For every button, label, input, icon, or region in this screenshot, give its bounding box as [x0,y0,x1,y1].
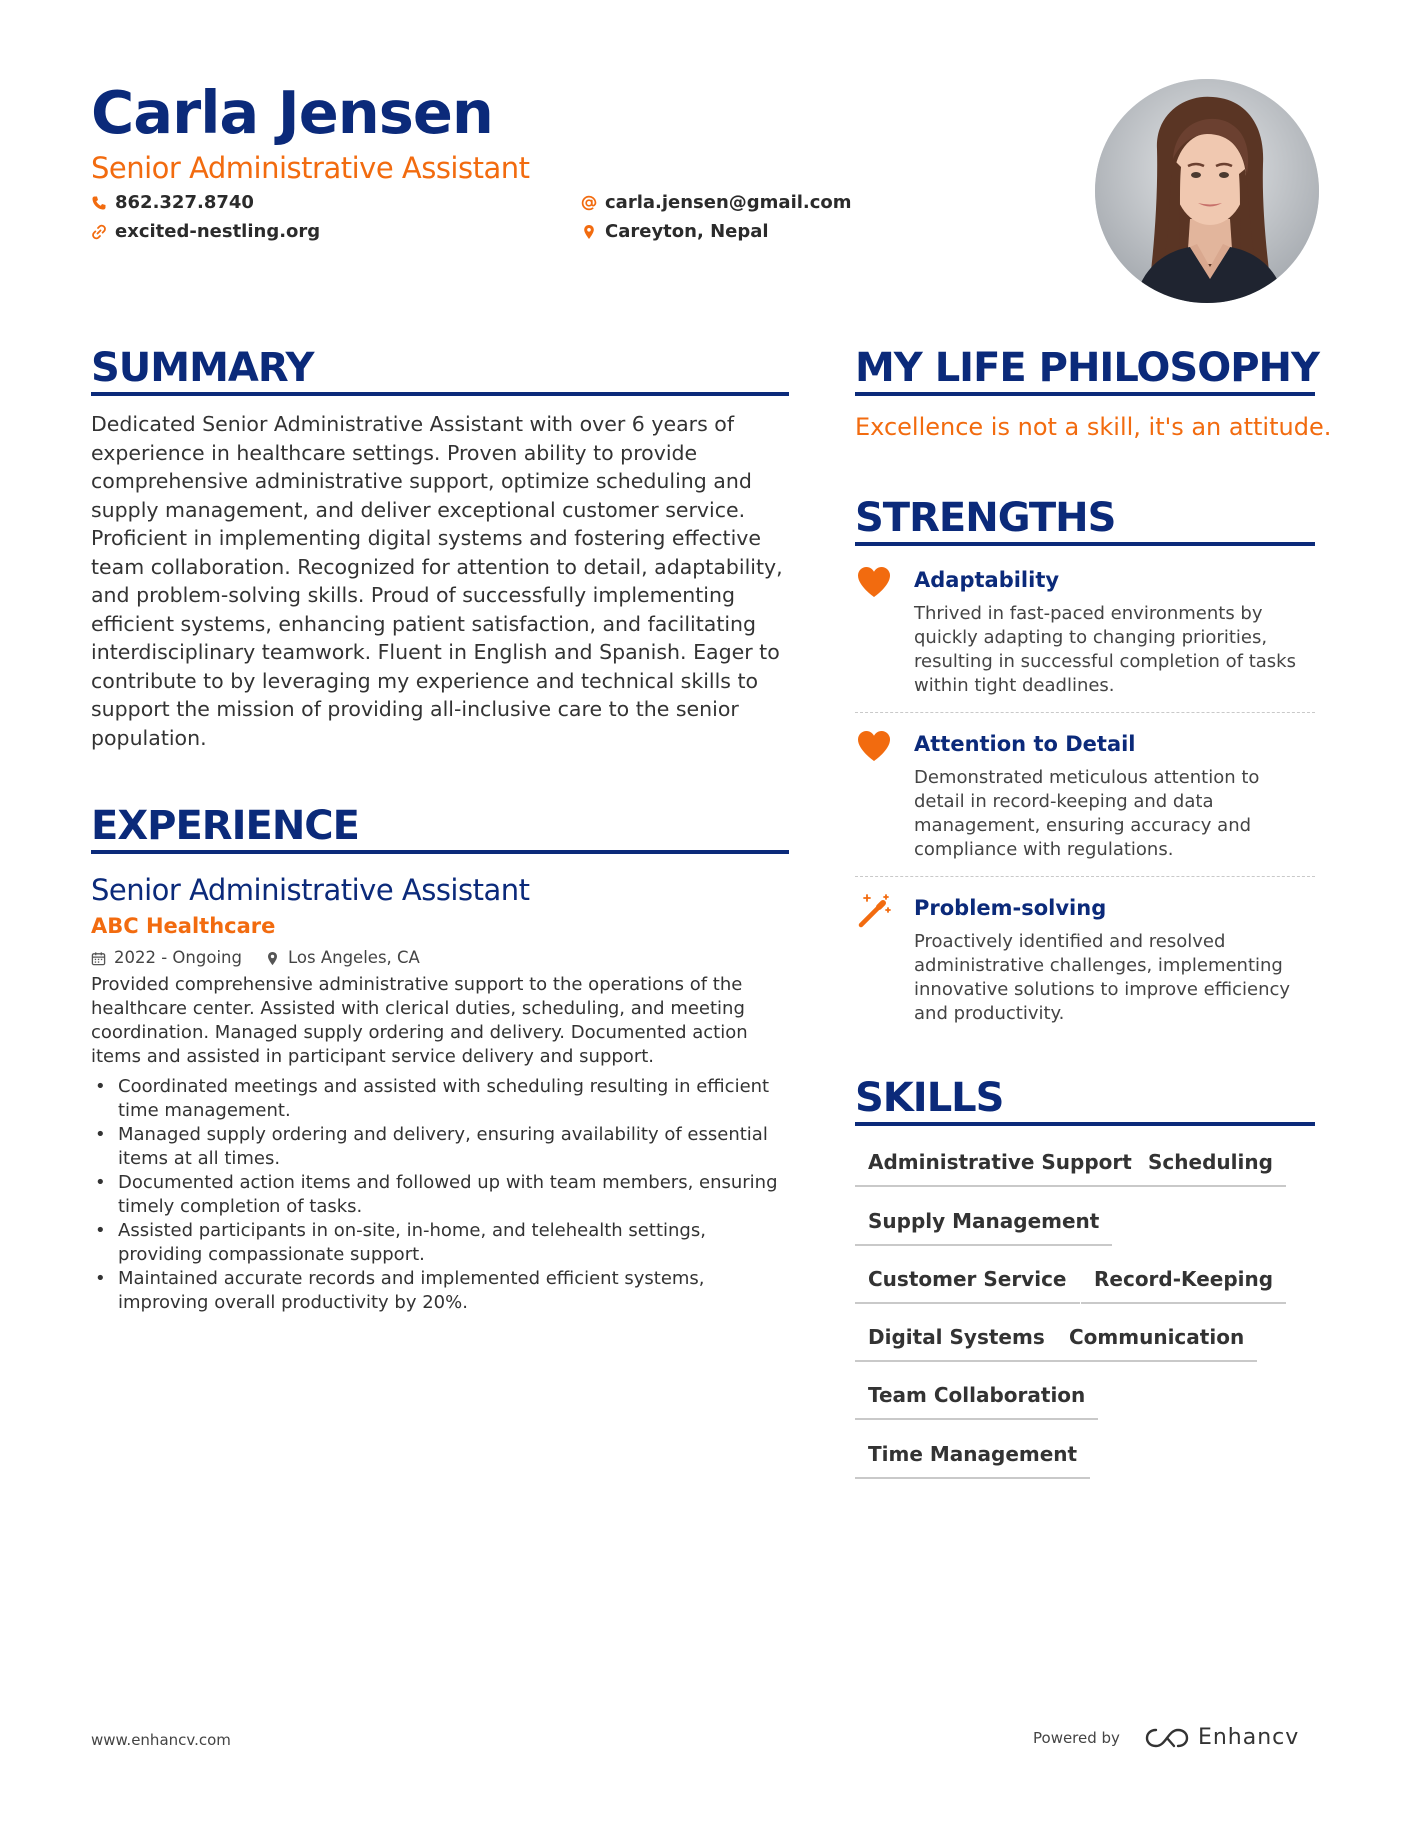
email-text: carla.jensen@gmail.com [605,192,852,213]
skill-tag: Record-Keeping [1081,1266,1286,1304]
list-item: • Managed supply ordering and delivery, ensuring availability of essential items at all times. [91,1123,791,1171]
phone-icon [91,195,107,211]
heart-icon [855,564,893,600]
summary-divider [91,392,789,396]
skill-tag: Supply Management [855,1208,1112,1246]
contact-email[interactable] [581,191,852,215]
skill-tag: Scheduling [1135,1149,1286,1187]
strength-description: Thrived in fast-paced environments by quickly adapting to changing priorities, resulting in successful completion of tasks within tight deadlines. [914,603,1296,696]
enhancv-logo[interactable] [1144,1725,1299,1750]
strength-description: Proactively identified and resolved administrative challenges, implementing innovative solutions to improve efficiency and productivity. [914,931,1291,1024]
powered-by-label: Powered by [1033,1728,1120,1747]
strength-title: Problem-solving [914,896,1107,920]
job-achievements [91,1075,791,1315]
skill-tag: Administrative Support [855,1149,1145,1187]
calendar-icon [91,951,106,966]
contact-phone[interactable] [91,191,254,215]
candidate-name: Carla Jensen [91,78,493,147]
strength-description: Demonstrated meticulous attention to detail in record-keeping and data management, ensuring accuracy and compliance with regulations. [914,767,1260,860]
job-dates [91,947,242,969]
experience-divider [91,850,789,854]
job-description: Provided comprehensive administrative support to the operations of the healthcare center. Assisted with clerical duties, scheduling, and meeting coordination. Managed supply ordering and delivery. Documented action items and assisted in participant service delivery and support. [91,974,748,1067]
strength-title: Attention to Detail [914,732,1136,756]
strength-separator [855,876,1315,877]
contact-location [581,220,769,244]
skills-divider [855,1122,1315,1126]
strength-separator [855,712,1315,713]
philosophy-heading: MY LIFE PHILOSOPHY [855,345,1319,391]
magic-wand-icon [855,892,893,928]
location-pin-icon [581,224,597,240]
strengths-heading: STRENGTHS [855,495,1116,541]
contact-website[interactable] [91,220,320,244]
strength-title: Adaptability [914,568,1060,592]
experience-heading: EXPERIENCE [91,803,359,849]
candidate-role: Senior Administrative Assistant [91,151,530,185]
skills-heading: SKILLS [855,1075,1004,1121]
list-item: • Documented action items and followed up with team members, ensuring timely completion of tasks. [91,1171,791,1219]
skill-tag: Digital Systems [855,1324,1058,1362]
link-icon [91,224,107,240]
phone-text: 862.327.8740 [115,192,254,213]
job-location-text: Los Angeles, CA [288,948,420,967]
philosophy-quote: Excellence is not a skill, it's an attitude. [855,413,1332,441]
company-name: ABC Healthcare [91,914,276,938]
skill-tag: Customer Service [855,1266,1080,1304]
skill-tag: Communication [1056,1324,1257,1362]
summary-text: Dedicated Senior Administrative Assistant with over 6 years of experience in healthcare settings. Proven ability to provide comprehensive administrative support, optimize scheduling and supply management, and deliver exceptional customer service. Proficient in implementing digital systems and fostering effective team collaboration. Recognized for attention to detail, adaptability, and problem-solving skills. Proud of successfully implementing efficient systems, enhancing patient satisfaction, and facilitating interdisciplinary teamwork. Fluent in English and Spanish. Eager to contribute to by leveraging my experience and technical skills to support the mission of providing all-inclusive care to the senior population. [91,412,783,750]
skill-tag: Time Management [855,1441,1090,1479]
list-item: • Maintained accurate records and implemented efficient systems, improving overall productivity by 20%. [91,1267,791,1315]
summary-heading: SUMMARY [91,345,314,391]
strengths-divider [855,542,1315,546]
list-item: • Coordinated meetings and assisted with scheduling resulting in efficient time management. [91,1075,791,1123]
list-item: • Assisted participants in on-site, in-home, and telehealth settings, providing compassionate support. [91,1219,791,1267]
infinity-logo-icon [1144,1726,1190,1750]
location-pin-icon [265,951,280,966]
job-dates-text: 2022 - Ongoing [114,948,242,967]
footer-website[interactable]: www.enhancv.com [91,1731,231,1749]
job-title: Senior Administrative Assistant [91,873,530,907]
job-location [265,947,420,969]
brand-name: Enhancv [1197,1725,1300,1750]
heart-icon [855,728,893,764]
philosophy-divider [855,392,1315,396]
website-text: excited-nestling.org [115,221,321,242]
profile-photo [1095,79,1319,303]
location-text: Careyton, Nepal [605,221,769,242]
at-icon [581,195,597,211]
skill-tag: Team Collaboration [855,1382,1098,1420]
footer-branding [1033,1725,1299,1750]
